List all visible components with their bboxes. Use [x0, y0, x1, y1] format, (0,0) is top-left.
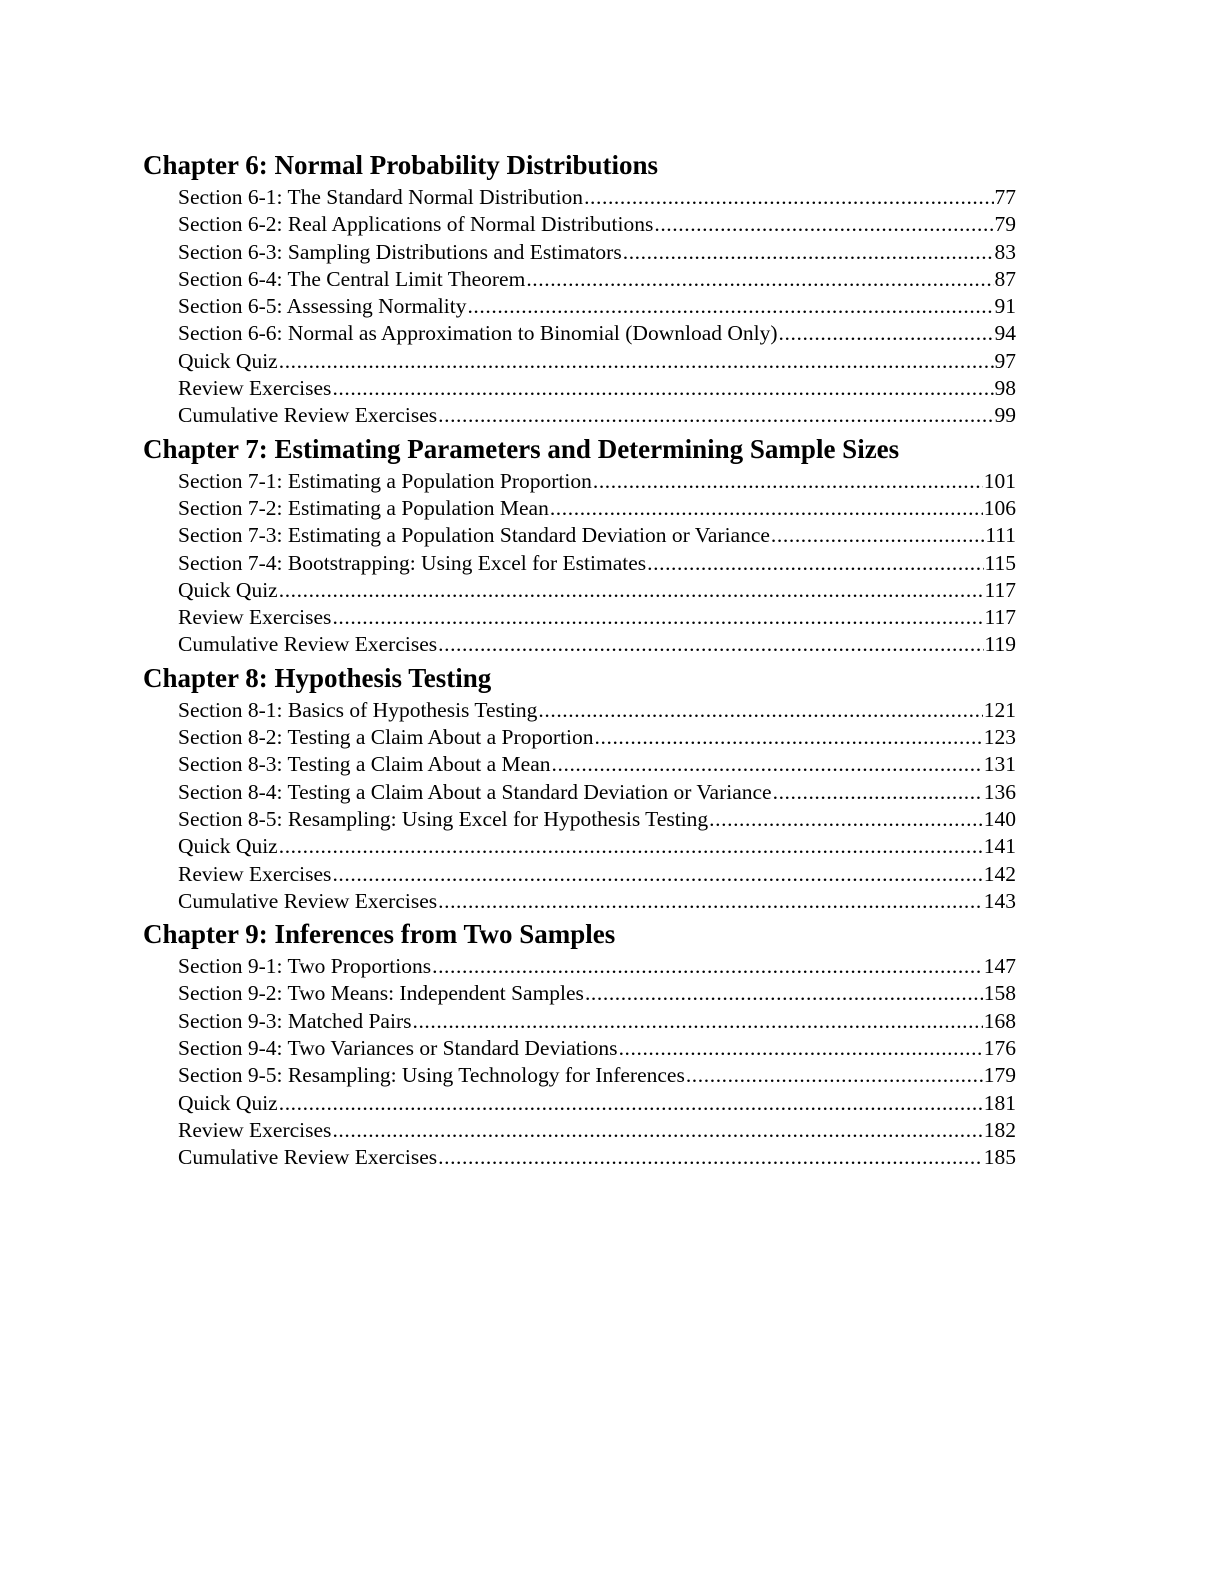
- toc-page-number: 185: [983, 1145, 1016, 1170]
- toc-page-number: 98: [994, 376, 1016, 401]
- dot-leader: [332, 375, 993, 402]
- chapter-6: [143, 146, 1019, 430]
- toc-entry[interactable]: [178, 468, 1016, 495]
- toc-entry[interactable]: [178, 1117, 1016, 1144]
- toc-page-number: 181: [983, 1090, 1016, 1115]
- dot-leader: [438, 402, 993, 429]
- toc-page-number: 158: [983, 981, 1016, 1006]
- dot-leader: [595, 724, 983, 751]
- dot-leader: [552, 751, 983, 778]
- toc-page-number: 83: [994, 239, 1016, 264]
- toc-entry-label: Section 7-3: Estimating a Population Standard Deviation or Variance: [178, 523, 770, 548]
- dot-leader: [467, 293, 993, 320]
- dot-leader: [279, 1090, 983, 1117]
- toc-entry-label: Section 7-1: Estimating a Population Proportion: [178, 468, 592, 493]
- toc-entry[interactable]: [178, 861, 1016, 888]
- dot-leader: [332, 604, 983, 631]
- toc-entry[interactable]: [178, 604, 1016, 631]
- toc-entry-label: Section 6-6: Normal as Approximation to Binomial (Download Only): [178, 321, 778, 346]
- toc-entry-label: Section 7-2: Estimating a Population Mean: [178, 495, 549, 520]
- toc-entry[interactable]: [178, 348, 1016, 375]
- toc-entry-label: Section 6-1: The Standard Normal Distribution: [178, 185, 584, 209]
- dot-leader: [279, 833, 983, 860]
- chapter-7: [143, 430, 1019, 659]
- toc-entry-label: Section 6-5: Assessing Normality: [178, 294, 467, 319]
- toc-page-number: 141: [983, 834, 1016, 859]
- toc-page-number: 77: [994, 185, 1016, 209]
- dot-leader: [412, 1008, 982, 1035]
- dot-leader: [550, 495, 983, 522]
- toc-entry-label: Review Exercises: [178, 376, 332, 401]
- toc-entry-label: Cumulative Review Exercises: [178, 632, 438, 657]
- toc-entry-label: Section 6-2: Real Applications of Normal Distributions: [178, 212, 654, 237]
- toc-entry[interactable]: [178, 211, 1016, 238]
- toc-entry-label: Quick Quiz: [178, 348, 278, 373]
- toc-entry[interactable]: [178, 266, 1016, 293]
- toc-page-number: 131: [983, 752, 1016, 777]
- toc-entry-label: Section 8-1: Basics of Hypothesis Testing: [178, 697, 538, 722]
- toc-entry[interactable]: [178, 184, 1016, 211]
- toc-entry[interactable]: [178, 833, 1016, 860]
- dot-leader: [332, 1117, 982, 1144]
- toc-page-number: 117: [984, 577, 1016, 602]
- toc-page-number: 79: [994, 212, 1016, 237]
- toc-page-number: 143: [983, 888, 1016, 913]
- dot-leader: [438, 1144, 983, 1171]
- toc-entry-label: Cumulative Review Exercises: [178, 888, 438, 913]
- toc-entry[interactable]: [178, 495, 1016, 522]
- toc-entry[interactable]: [178, 402, 1016, 429]
- toc-entry[interactable]: [178, 1062, 1016, 1089]
- toc-entry-label: Section 8-4: Testing a Claim About a Standard Deviation or Variance: [178, 779, 772, 804]
- toc-page-number: 168: [983, 1008, 1016, 1033]
- dot-leader: [279, 348, 994, 375]
- toc-entry-label: Section 9-1: Two Proportions: [178, 954, 432, 979]
- toc-page-number: 136: [983, 779, 1016, 804]
- chapter-title: Chapter 6: Normal Probability Distributions: [143, 150, 659, 180]
- toc-entry[interactable]: [178, 522, 1016, 549]
- toc-entry[interactable]: [178, 1035, 1016, 1062]
- toc-entry-label: Cumulative Review Exercises: [178, 1145, 438, 1170]
- dot-leader: [332, 861, 982, 888]
- toc-entry[interactable]: [178, 806, 1016, 833]
- toc-page-number: 87: [994, 266, 1016, 291]
- toc-entry[interactable]: [178, 550, 1016, 577]
- toc-page-number: 99: [994, 403, 1016, 428]
- toc-entry[interactable]: [178, 577, 1016, 604]
- toc-entry[interactable]: [178, 1008, 1016, 1035]
- toc-entry-label: Section 8-3: Testing a Claim About a Mean: [178, 752, 551, 777]
- toc-entry-label: Quick Quiz: [178, 1090, 278, 1115]
- toc-entry[interactable]: [178, 631, 1016, 658]
- toc-entry[interactable]: [178, 953, 1016, 980]
- dot-leader: [686, 1062, 983, 1089]
- toc-entry-label: Section 8-5: Resampling: Using Excel for Hypothesis Testing: [178, 806, 709, 831]
- toc-page-number: 106: [983, 495, 1016, 520]
- toc-entry[interactable]: [178, 779, 1016, 806]
- toc-entry[interactable]: [178, 697, 1016, 724]
- toc-entry-label: Section 9-2: Two Means: Independent Samples: [178, 981, 584, 1006]
- toc-entry-label: Section 7-4: Bootstrapping: Using Excel for Estimates: [178, 550, 647, 575]
- toc-entry-label: Quick Quiz: [178, 834, 278, 859]
- toc-entry[interactable]: [178, 1090, 1016, 1117]
- dot-leader: [771, 522, 984, 549]
- dot-leader: [584, 184, 993, 211]
- toc-page-number: 176: [983, 1036, 1016, 1061]
- dot-leader: [279, 577, 984, 604]
- toc-entry[interactable]: [178, 751, 1016, 778]
- toc-page-number: 140: [983, 806, 1016, 831]
- chapter-title: Chapter 7: Estimating Parameters and Determining Sample Sizes: [143, 433, 900, 464]
- toc-page-number: 121: [983, 697, 1016, 722]
- chapter-title: Chapter 9: Inferences from Two Samples: [143, 919, 616, 950]
- dot-leader: [438, 631, 983, 658]
- dot-leader: [709, 806, 983, 833]
- dot-leader: [585, 980, 983, 1007]
- toc-page-number: 101: [983, 468, 1016, 493]
- toc-entry[interactable]: [178, 980, 1016, 1007]
- chapter-9: [143, 915, 1019, 1171]
- toc-entry[interactable]: [178, 320, 1016, 347]
- toc-page-number: 123: [983, 725, 1016, 750]
- toc-page-number: 94: [994, 321, 1016, 346]
- toc-entry-label: Section 6-3: Sampling Distributions and Estimators: [178, 239, 622, 264]
- chapter-title: Chapter 8: Hypothesis Testing: [143, 662, 492, 693]
- dot-leader: [526, 266, 993, 293]
- toc-page-number: 115: [984, 550, 1016, 575]
- toc-entry[interactable]: [178, 375, 1016, 402]
- toc-entry-label: Section 6-4: The Central Limit Theorem: [178, 266, 526, 291]
- toc-entry[interactable]: [178, 293, 1016, 320]
- dot-leader: [432, 953, 983, 980]
- toc-page-number: 91: [994, 294, 1016, 319]
- toc-page-number: 142: [983, 861, 1016, 886]
- dot-leader: [773, 779, 983, 806]
- dot-leader: [538, 697, 982, 724]
- toc-page-number: 147: [983, 954, 1016, 979]
- toc-entry-label: Quick Quiz: [178, 577, 278, 602]
- dot-leader: [619, 1035, 983, 1062]
- toc-entry-label: Review Exercises: [178, 605, 332, 630]
- toc-entry[interactable]: [178, 1144, 1016, 1171]
- toc-page-number: 119: [984, 632, 1016, 657]
- toc-page-number: 111: [985, 523, 1016, 548]
- toc-page-number: 179: [983, 1063, 1016, 1088]
- dot-leader: [438, 888, 983, 915]
- toc-page-number: 97: [994, 348, 1016, 373]
- toc-entry-label: Section 9-3: Matched Pairs: [178, 1008, 412, 1033]
- toc-page-number: 117: [984, 605, 1016, 630]
- toc-entry-label: Review Exercises: [178, 1117, 332, 1142]
- toc-entry-label: Section 9-5: Resampling: Using Technology for Inferences: [178, 1063, 685, 1088]
- dot-leader: [654, 211, 993, 238]
- toc-entry-label: Review Exercises: [178, 861, 332, 886]
- toc-entry[interactable]: [178, 888, 1016, 915]
- dot-leader: [647, 550, 983, 577]
- chapter-8: [143, 659, 1019, 915]
- dot-leader: [593, 468, 983, 495]
- toc-entry[interactable]: [178, 724, 1016, 751]
- toc-entry[interactable]: [178, 239, 1016, 266]
- dot-leader: [779, 320, 994, 347]
- toc-page-number: 182: [983, 1117, 1016, 1142]
- table-of-contents: [143, 146, 1019, 1172]
- toc-entry-label: Section 8-2: Testing a Claim About a Proportion: [178, 725, 594, 750]
- dot-leader: [623, 239, 994, 266]
- toc-entry-label: Cumulative Review Exercises: [178, 403, 438, 428]
- toc-entry-label: Section 9-4: Two Variances or Standard Deviations: [178, 1036, 618, 1061]
